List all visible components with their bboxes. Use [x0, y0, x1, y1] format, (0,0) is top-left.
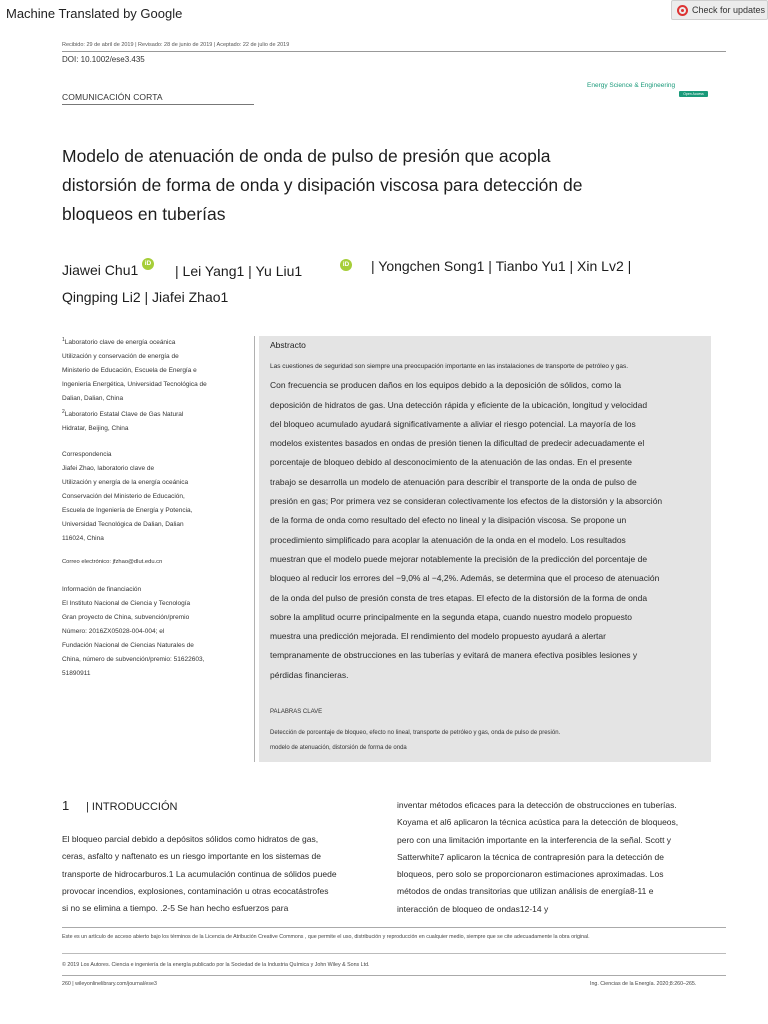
orcid-icon[interactable]: iD: [142, 258, 154, 270]
affiliation-line: Ingeniería Energética, Universidad Tecnológica de: [62, 381, 207, 389]
footer-divider: [62, 927, 726, 928]
abstract-line: trabajo se desarrolla un modelo de atenuación para describir el transporte de la onda de pulso de: [270, 476, 637, 487]
abstract-line: Con frecuencia se producen daños en los equipos debido a la deposición de sólidos, como la: [270, 380, 622, 391]
abstract-line: muestran que el modelo puede mejorar notablemente la precisión de la predicción del porcentaje de: [270, 553, 648, 564]
funding-line: Fundación Nacional de Ciencias Naturales de: [62, 642, 194, 649]
abstract-line: bloqueo al reducir los errores del −9,0% al −4,2%. Además, se determina que el proceso de atenuación: [270, 573, 660, 584]
authors-yang-liu: | Lei Yang1 | Yu Liu1: [175, 263, 303, 279]
abstract-line: Las cuestiones de seguridad son siempre una preocupación importante en las instalaciones de transporte de petróleo y gas.: [270, 363, 629, 370]
doi[interactable]: DOI: 10.1002/ese3.435: [62, 55, 145, 64]
correspondence-heading: Correspondencia: [62, 451, 112, 458]
keywords-line: Detección de porcentaje de bloqueo, efecto no lineal, transporte de petróleo y gas, onda de pulso de presión.: [270, 730, 561, 736]
page-footer-right: Ing. Ciencias de la Energía. 2020;8:260–265.: [590, 981, 697, 987]
abstract-line: presión en gas; Por primera vez se consideran colectivamente los efectos de la distorsión y la absorción: [270, 496, 663, 507]
abstract-heading: Abstracto: [270, 340, 306, 350]
title-line: bloqueos en tuberías: [62, 204, 226, 224]
body-line: métodos de ondas transitorias que utilizan análisis de energía8-11 e: [397, 886, 654, 897]
affiliation-marker: 1: [62, 337, 65, 343]
article-history: Recibido: 29 de abril de 2019 | Revisado: 28 de junio de 2019 | Aceptado: 22 de julio de 2019: [62, 42, 290, 48]
section-heading: | INTRODUCCIÓN: [86, 801, 178, 813]
abstract-line: muestra una predicción mejorada. El rendimiento del modelo propuesto ayudará a alertar: [270, 631, 606, 642]
intro-column-1: [62, 831, 372, 917]
affiliation-line: Dalian, Dalian, China: [62, 395, 124, 403]
affiliation-line: [62, 405, 242, 422]
abstract-line: del bloqueo acumulado ayudará significativamente a aliviar el riesgo potencial. La mayoría de los: [270, 418, 636, 429]
funding-line: El Instituto Nacional de Ciencia y Tecnología: [62, 600, 191, 607]
orcid-icon[interactable]: iD: [340, 259, 352, 271]
body-line: bloqueos, pero solo se proporcionaron estimaciones aproximadas. Los: [397, 869, 664, 880]
correspondence: [62, 448, 242, 546]
body-line: ceras, asfalto y naftenato es un riesgo importante en los sistemas de: [62, 851, 321, 862]
machine-translated-label: Machine Translated by Google: [6, 6, 183, 21]
footer-divider: [62, 975, 726, 976]
affiliation-2: [62, 405, 242, 436]
correspondence-line: 116024, China: [62, 535, 104, 542]
abstract-line: de la forma de onda como resultado del efecto no lineal y la disipación viscosa. Se propone un: [270, 515, 627, 526]
license-note: Este es un artículo de acceso abierto bajo los términos de la Licencia de Atribución Creative Commons , que permite el uso, distribución y reproducción en cualquier medio, siempre que se cite adecuadamente la obra original.: [62, 934, 590, 940]
funding-line: China, número de subvención/premio: 51622603,: [62, 656, 205, 663]
body-line: si no se elimina a tiempo. .2-5 Se han hecho esfuerzos para: [62, 903, 289, 914]
check-for-updates-button[interactable]: [671, 0, 768, 20]
body-line: provocar incendios, explosiones, contaminación u otras ecocatástrofes: [62, 885, 329, 896]
section-label: COMUNICACIÓN CORTA: [62, 92, 163, 102]
check-for-updates-label: Check for updates: [692, 5, 766, 15]
journal-logo: Energy Science & Engineering: [587, 82, 676, 89]
body-line: Koyama et al6 aplicaron la técnica acústica para la detección de bloqueos,: [397, 817, 679, 828]
affiliation-line: Ministerio de Educación, Escuela de Energía e: [62, 367, 197, 375]
body-line: Satterwhite7 aplicaron la técnica de contrapresión para la detección de: [397, 851, 664, 862]
correspondence-line: Jiafei Zhao, laboratorio clave de: [62, 465, 155, 472]
paper-title: [62, 142, 622, 229]
correspondence-line: Universidad Tecnológica de Dalian, Dalian: [62, 521, 184, 528]
correspondence-line: Conservación del Ministerio de Educación,: [62, 493, 185, 500]
body-line: interacción de bloqueo de ondas12-14 y: [397, 903, 549, 914]
email[interactable]: Correo electrónico: jfzhao@dlut.edu.cn: [62, 559, 163, 565]
section-divider: [62, 104, 254, 105]
affiliation-1: [62, 333, 242, 406]
abstract-line: pérdidas financieras.: [270, 669, 349, 680]
header-divider: [62, 51, 726, 52]
abstract-line: deposición de hidratos de gas. Una detección rápida y eficiente de la ubicación, longitud y velocidad: [270, 399, 648, 410]
affiliation-line: Hidratar, Beijing, China: [62, 425, 129, 433]
affiliation-text: Laboratorio Estatal Clave de Gas Natural: [64, 411, 184, 419]
affiliation-line: [62, 333, 242, 350]
footer-divider: [62, 953, 726, 954]
page-footer-left[interactable]: 260 | wileyonlinelibrary.com/journal/ese3: [62, 981, 157, 987]
affiliation-line: Utilización y conservación de energía de: [62, 353, 179, 361]
keywords-line: modelo de atenuación, distorsión de forma de onda: [270, 745, 407, 751]
abstract-text: [270, 357, 710, 685]
abstract-rule: [254, 336, 255, 762]
correspondence-line: Utilización y energía de la energía oceánica: [62, 479, 189, 486]
body-line: inventar métodos eficaces para la detección de obstrucciones en tuberías.: [397, 800, 677, 810]
abstract-line: procedimiento simplificado para acoplar la atenuación de la onda en el modelo. Los resultados: [270, 534, 626, 545]
open-access-badge: Open Access: [679, 91, 708, 97]
affiliation-text: Laboratorio clave de energía oceánica: [64, 339, 176, 347]
funding-heading: Información de financiación: [62, 586, 142, 593]
abstract-line: de la onda del pulso de presión consta de tres etapas. El efecto de la distorsión de la forma de onda: [270, 592, 648, 603]
title-line: Modelo de atenuación de onda de pulso de presión que acopla: [62, 146, 551, 166]
funding-line: 51890911: [62, 670, 91, 677]
abstract-line: sobre la amplitud ocurre principalmente en la segunda etapa, cuando nuestro modelo propuesto: [270, 611, 632, 622]
body-line: pero con una limitación importante en la interferencia de la señal. Scott y: [397, 834, 672, 845]
crossmark-icon: [677, 5, 688, 16]
funding-info: [62, 583, 242, 681]
keywords: [270, 726, 710, 756]
abstract-line: tempranamente de obstrucciones en las tuberías y evitará de manera efectiva posibles lesiones y: [270, 650, 638, 661]
copyright-note: © 2019 Los Autores. Ciencia e ingeniería de la energía publicado por la Sociedad de la Industria Química y John Wiley & Sons Ltd.: [62, 962, 370, 968]
section-number: 1: [62, 798, 70, 813]
body-line: El bloqueo parcial debido a depósitos sólidos como hidratos de gas,: [62, 834, 319, 844]
funding-line: Número: 2016ZX05028-004-004; el: [62, 628, 165, 635]
intro-column-2: [397, 797, 717, 918]
authors-line-2: Qingping Li2 | Jiafei Zhao1: [62, 289, 229, 305]
funding-line: Gran proyecto de China, subvención/premio: [62, 614, 190, 621]
body-line: transporte de hidrocarburos.1 La acumulación continua de sólidos puede: [62, 868, 337, 879]
authors-song-yu-lv: | Yongchen Song1 | Tianbo Yu1 | Xin Lv2 |: [371, 258, 632, 274]
keywords-heading: PALABRAS CLAVE: [270, 709, 323, 715]
correspondence-line: Escuela de Ingeniería de Energía y Potencia,: [62, 507, 193, 514]
abstract-line: porcentaje de bloqueo debido al desconocimiento de la atenuación de las ondas. En el presente: [270, 457, 632, 468]
abstract-line: modelos existentes basados en ondas de presión tienen la dificultad de predecir adecuadamente el: [270, 438, 645, 449]
author-chu: Jiawei Chu1: [62, 262, 139, 278]
affiliation-marker: 2: [62, 409, 65, 415]
title-line: distorsión de forma de onda y disipación viscosa para detección de: [62, 175, 583, 195]
